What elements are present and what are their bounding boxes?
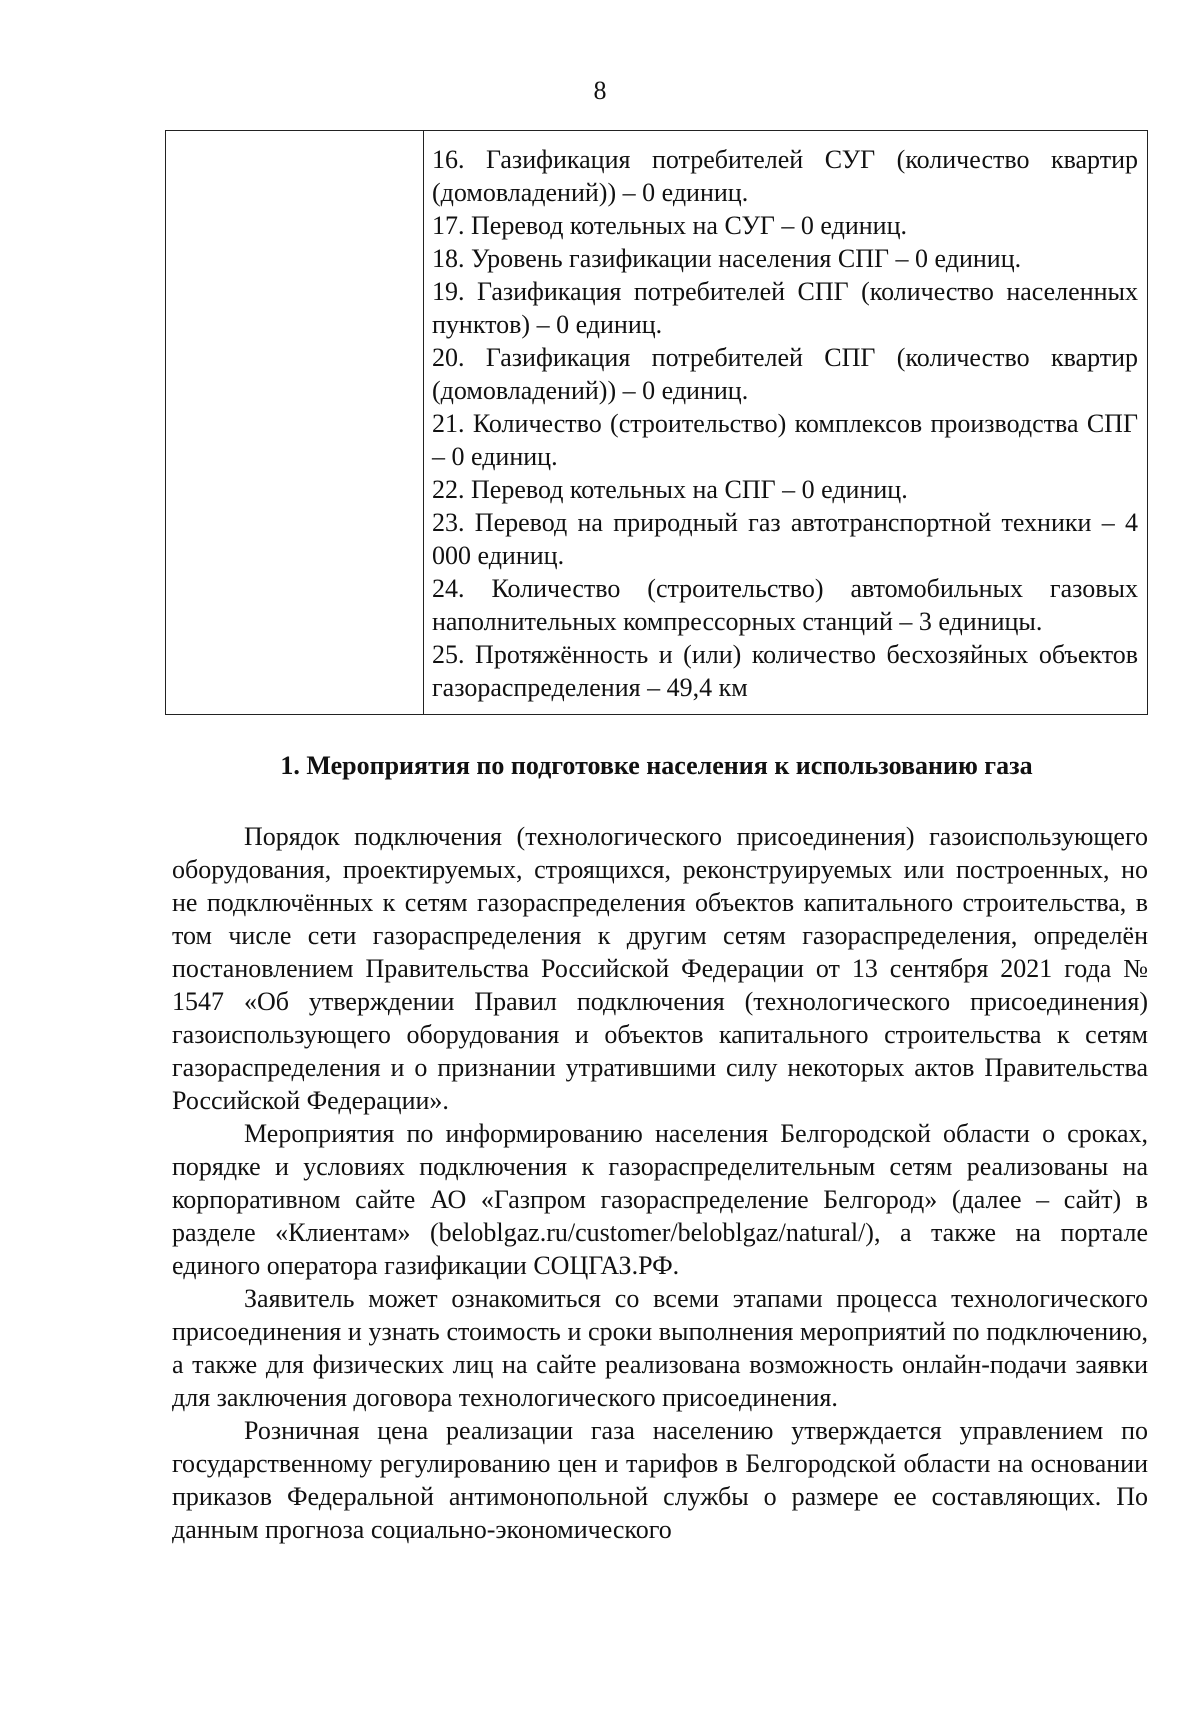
paragraph-connection-procedure: Порядок подключения (технологического присоединения) газоиспользующего оборудования, проектируемых, строящихся, реконструируемых или построенных, но не подключённых к сетям газораспределения объектов капитального строительства, в том числе сети газораспределения к другим сетям газораспределения, определён постановлением Правительства Российской Федерации от 13 сентября 2021 года № 1547 «Об утверждении Правил подключения (технологического присоединения) газоиспользующего оборудования и объектов капитального строительства к сетям газораспределения и о признании утратившими силу некоторых актов Правительства Российской Федерации». (172, 822, 1148, 1115)
body-text (172, 820, 1148, 1546)
indicator-18: 18. Уровень газификации населения СПГ – 0 единиц. (432, 244, 1022, 273)
indicator-19: 19. Газификация потребителей СПГ (количество населенных пунктов) – 0 единиц. (432, 277, 1138, 339)
indicator-21: 21. Количество (строительство) комплексов производства СПГ – 0 единиц. (432, 409, 1138, 471)
page-number: 8 (593, 76, 607, 105)
table-left-cell (166, 131, 424, 714)
paragraph-applicant-options: Заявитель может ознакомиться со всеми этапами процесса технологического присоединения и узнать стоимость и сроки выполнения мероприятий по подключению, а также для физических лиц на сайте реализована возможность онлайн-подачи заявки для заключения договора технологического присоединения. (172, 1284, 1148, 1412)
indicators-table (165, 130, 1148, 715)
indicator-17: 17. Перевод котельных на СУГ – 0 единиц. (432, 211, 907, 240)
indicator-23: 23. Перевод на природный газ автотранспортной техники – 4 000 единиц. (432, 508, 1138, 570)
paragraph-gas-retail-price: Розничная цена реализации газа населению утверждается управлением по государственному регулированию цен и тарифов в Белгородской области на основании приказов Федеральной антимонопольной службы о размере ее составляющих. По данным прогноза социально-экономического (172, 1416, 1148, 1544)
table-right-cell (432, 143, 1138, 704)
indicator-24: 24. Количество (строительство) автомобильных газовых наполнительных компрессорных станций – 3 единицы. (432, 574, 1138, 636)
indicator-16: 16. Газификация потребителей СУГ (количество квартир (домовладений)) – 0 единиц. (432, 145, 1138, 207)
indicator-25: 25. Протяжённость и (или) количество бесхозяйных объектов газораспределения – 49,4 км (432, 640, 1138, 702)
indicator-20: 20. Газификация потребителей СПГ (количество квартир (домовладений)) – 0 единиц. (432, 343, 1138, 405)
paragraph-informing-population: Мероприятия по информированию населения Белгородской области о сроках, порядке и условиях подключения к газораспределительным сетям реализованы на корпоративном сайте АО «Газпром газораспределение Белгород» (далее – сайт) в разделе «Клиентам» (beloblgaz.ru/customer/beloblgaz/natural/), а также на портале единого оператора газификации СОЦГАЗ.РФ. (172, 1119, 1148, 1280)
section-heading: 1. Мероприятия по подготовке населения к использованию газа (280, 751, 1033, 780)
indicator-22: 22. Перевод котельных на СПГ – 0 единиц. (432, 475, 908, 504)
